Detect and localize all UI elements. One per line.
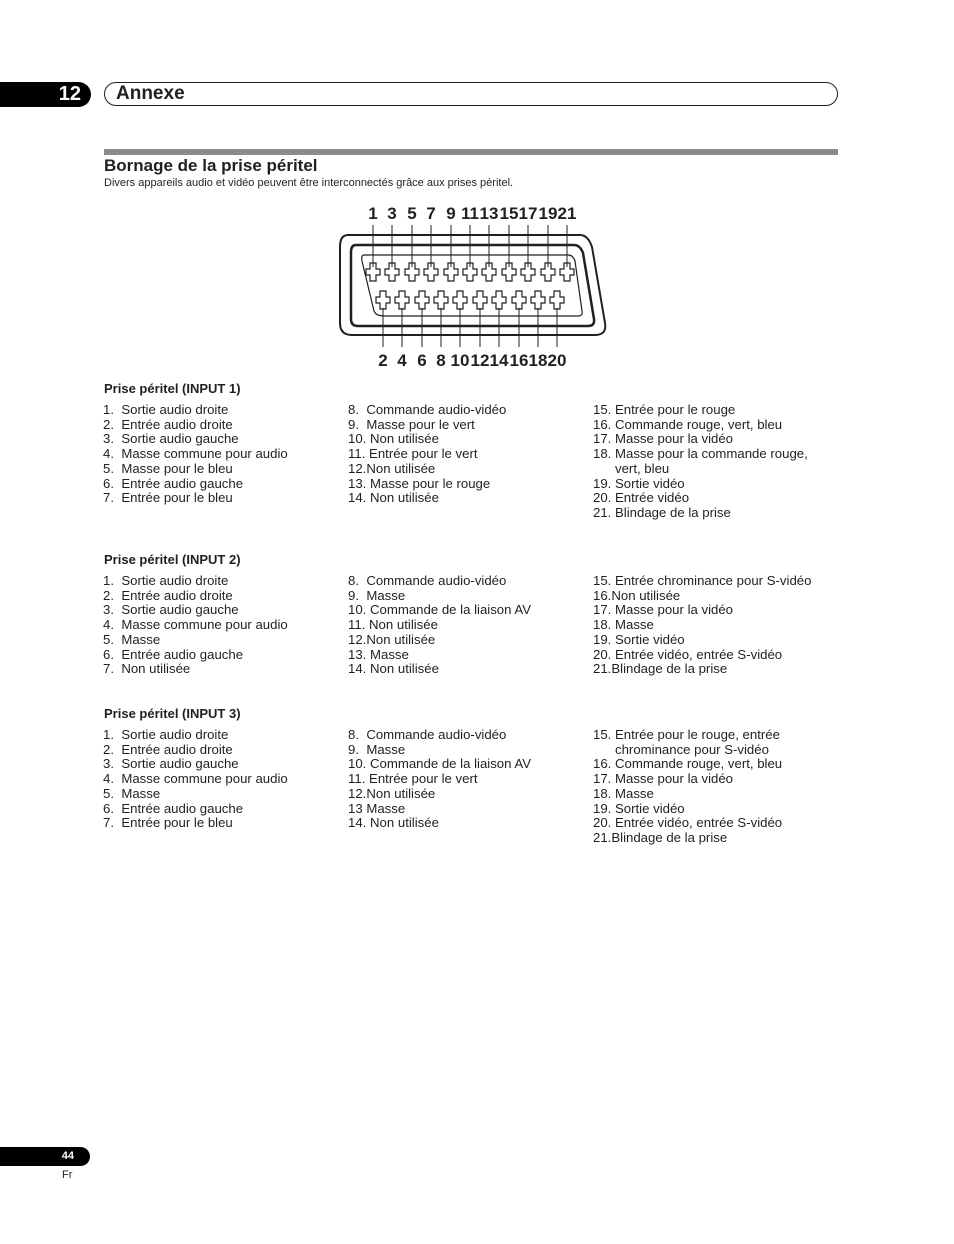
pin-description: Sortie audio gauche — [121, 602, 239, 618]
pin-description: Entrée chrominance pour S-vidéo — [615, 573, 812, 588]
bottom-pin-labels — [378, 351, 566, 370]
pin-description: Entrée pour le vert — [369, 446, 478, 462]
pin-list-item — [103, 772, 343, 787]
pin-number: 7. — [103, 815, 122, 831]
pin-list-item — [348, 477, 588, 492]
pin-number: 18. — [593, 785, 615, 801]
pin-list-item — [348, 728, 588, 743]
pin-list-item — [103, 574, 343, 589]
top-pin-label: 3 — [387, 204, 397, 223]
pin-number: 19. — [593, 631, 615, 647]
pin-list-item — [348, 802, 588, 817]
pin-description: Entrée vidéo, entrée S-vidéo — [615, 815, 783, 831]
pin-description: Non utilisée — [370, 431, 439, 447]
pin-list-item — [593, 802, 833, 817]
pin-list-item — [348, 589, 588, 604]
pin-list-item — [593, 589, 833, 604]
pin-number: 9. — [348, 416, 367, 432]
pin-number: 15. — [593, 402, 615, 417]
pin-number: 14. — [348, 815, 370, 831]
pin-number: 11. — [348, 446, 370, 462]
pin-description: Masse commune pour audio — [121, 446, 288, 462]
pin-description: Blindage de la prise — [611, 829, 728, 845]
pin-description: Entrée vidéo — [615, 490, 690, 506]
chapter-header-bar — [104, 82, 838, 106]
pin-number: 21. — [593, 661, 612, 677]
pin-list-item — [103, 633, 343, 648]
connector-pin — [492, 291, 506, 309]
pin-number: 14. — [348, 490, 370, 506]
top-pin-label: 5 — [407, 204, 417, 223]
pin-number: 21. — [593, 829, 612, 845]
pin-number: 12. — [348, 785, 367, 801]
chapter-title: Annexe — [116, 83, 185, 104]
pin-number: 16. — [593, 756, 615, 772]
pin-description: Sortie vidéo — [615, 631, 685, 647]
pin-description: Sortie audio droite — [121, 727, 229, 742]
pin-description: Sortie vidéo — [615, 475, 685, 491]
pin-list-item — [103, 618, 343, 633]
pin-description: Masse — [370, 646, 409, 662]
connector-pin — [453, 291, 467, 309]
pin-list-item — [593, 648, 833, 663]
pin-list-item — [593, 728, 833, 757]
section-intro: Divers appareils audio et vidéo peuvent être interconnectés grâce aux prises péritel. — [104, 177, 514, 189]
pin-number: 15. — [593, 573, 615, 588]
pin-list-item — [348, 772, 588, 787]
pin-description: Masse pour la vidéo — [615, 602, 734, 618]
connector-pin — [473, 291, 487, 309]
pin-description: Entrée vidéo, entrée S-vidéo — [615, 646, 783, 662]
pin-list-item — [593, 432, 833, 447]
top-pin-label: 21 — [557, 204, 577, 223]
pin-list-item — [348, 447, 588, 462]
pin-number: 10. — [348, 602, 370, 618]
pin-number: 7. — [103, 490, 122, 506]
bottom-pin-label: 4 — [397, 351, 407, 370]
pin-list-item — [593, 506, 833, 521]
pin-list-item — [348, 462, 588, 477]
group-title: Prise péritel (INPUT 2) — [104, 552, 241, 567]
pin-description: Commande rouge, vert, bleu — [615, 756, 783, 772]
pin-number: 1. — [103, 402, 122, 417]
pin-description: Non utilisée — [366, 460, 436, 476]
pin-list-item — [103, 491, 343, 506]
pin-description: Entrée pour le vert — [369, 771, 478, 787]
pin-description: Entrée pour le bleu — [121, 815, 233, 831]
page-number: 44 — [0, 1147, 90, 1166]
pin-list-item — [348, 603, 588, 618]
pin-list-item — [348, 757, 588, 772]
pin-list-column — [103, 403, 343, 506]
pin-description: Non utilisée — [611, 587, 681, 603]
pin-number: 17. — [593, 771, 615, 787]
pin-list-item — [593, 418, 833, 433]
bottom-pin-label: 20 — [547, 351, 567, 370]
pin-number: 5. — [103, 460, 122, 476]
pin-list-item — [348, 403, 588, 418]
pin-list-item — [593, 477, 833, 492]
pin-list-column — [593, 403, 833, 521]
pin-description: Sortie audio gauche — [121, 431, 239, 447]
pin-list-item — [348, 743, 588, 758]
bottom-pin-label: 6 — [417, 351, 427, 370]
pin-number: 17. — [593, 602, 615, 618]
pin-number: 6. — [103, 475, 122, 491]
pin-list-item — [593, 787, 833, 802]
pin-list-item — [103, 662, 343, 677]
pin-list-item — [103, 462, 343, 477]
pin-description: Masse — [121, 631, 161, 647]
pin-description: Non utilisée — [121, 661, 191, 677]
pin-list-item — [103, 447, 343, 462]
pin-list-item — [103, 648, 343, 663]
pin-number: 8. — [348, 402, 367, 417]
pin-number: 20. — [593, 646, 615, 662]
pin-description: Masse — [615, 785, 654, 801]
pin-number: 1. — [103, 727, 122, 742]
bottom-pin-label: 12 — [470, 351, 490, 370]
scart-connector-diagram — [330, 195, 620, 375]
pin-number: 3. — [103, 602, 122, 618]
pin-description: Masse — [366, 800, 406, 816]
pin-description: Entrée pour le rouge, entrée chrominance pour S-vidéo — [615, 727, 780, 757]
connector-pin — [415, 291, 429, 309]
pin-description: Masse pour la vidéo — [615, 771, 734, 787]
pin-number: 9. — [348, 587, 367, 603]
connector-inner-shell — [351, 245, 594, 326]
pin-number: 2. — [103, 587, 122, 603]
pin-list-item — [593, 491, 833, 506]
pin-description: Masse pour la commande rouge, vert, bleu — [615, 446, 808, 476]
pin-number: 3. — [103, 756, 122, 772]
group-title: Prise péritel (INPUT 3) — [104, 706, 241, 721]
pin-number: 4. — [103, 771, 122, 787]
pin-list-item — [593, 816, 833, 831]
pin-description: Sortie audio droite — [121, 402, 229, 417]
pin-description: Non utilisée — [370, 661, 439, 677]
pin-list-item — [103, 728, 343, 743]
pin-number: 5. — [103, 631, 122, 647]
pin-list-item — [593, 403, 833, 418]
pin-list-item — [593, 633, 833, 648]
pin-description: Non utilisée — [366, 785, 436, 801]
pin-description: Masse pour le rouge — [370, 475, 491, 491]
pin-number: 19. — [593, 800, 615, 816]
pin-number: 2. — [103, 416, 122, 432]
pin-number: 9. — [348, 741, 367, 757]
pin-number: 19. — [593, 475, 615, 491]
pin-number: 16. — [593, 587, 612, 603]
pin-number: 14. — [348, 661, 370, 677]
pin-description: Sortie audio gauche — [121, 756, 239, 772]
pin-list-item — [593, 618, 833, 633]
pin-list-column — [348, 574, 588, 677]
pin-description: Entrée audio droite — [121, 587, 233, 603]
top-pin-label: 15 — [499, 204, 519, 223]
pin-list-item — [103, 802, 343, 817]
pin-description: Blindage de la prise — [615, 504, 731, 520]
pin-number: 20. — [593, 815, 615, 831]
pin-description: Masse commune pour audio — [121, 617, 288, 633]
pin-number: 12. — [348, 460, 367, 476]
top-pin-label: 17 — [518, 204, 538, 223]
pin-description: Masse — [366, 741, 406, 757]
leader-lines — [373, 225, 567, 347]
pin-description: Commande audio-vidéo — [366, 727, 507, 742]
connector-pins — [366, 263, 574, 309]
top-pin-label: 19 — [538, 204, 558, 223]
top-pin-label: 7 — [426, 204, 436, 223]
connector-pin — [512, 291, 526, 309]
pin-description: Non utilisée — [370, 815, 439, 831]
pin-number: 2. — [103, 741, 122, 757]
pin-number: 18. — [593, 446, 615, 462]
pin-description: Entrée audio droite — [121, 741, 233, 757]
pin-description: Masse pour le vert — [366, 416, 475, 432]
pin-number: 13. — [348, 475, 370, 491]
pin-list-item — [593, 574, 833, 589]
connector-pin — [550, 291, 564, 309]
bottom-pin-label: 18 — [528, 351, 548, 370]
bottom-pin-label: 2 — [378, 351, 388, 370]
bottom-pin-label: 10 — [450, 351, 470, 370]
pin-list-item — [103, 743, 343, 758]
section-title: Bornage de la prise péritel — [104, 156, 318, 175]
pin-list-column — [348, 728, 588, 831]
pin-list-item — [103, 787, 343, 802]
pin-number: 12. — [348, 631, 367, 647]
pin-list-item — [348, 648, 588, 663]
pin-description: Blindage de la prise — [611, 661, 728, 677]
pin-list-item — [103, 603, 343, 618]
pin-number: 13. — [348, 646, 370, 662]
pin-list-column — [103, 728, 343, 831]
pin-list-item — [348, 491, 588, 506]
pin-list-item — [103, 589, 343, 604]
pin-list-item — [103, 403, 343, 418]
pin-number: 6. — [103, 646, 122, 662]
pin-number: 20. — [593, 490, 615, 506]
pin-description: Masse pour la vidéo — [615, 431, 734, 447]
pin-description: Entrée audio gauche — [121, 800, 244, 816]
pin-list-item — [348, 618, 588, 633]
pin-number: 10. — [348, 756, 370, 772]
pin-description: Commande rouge, vert, bleu — [615, 416, 783, 432]
pin-description: Entrée audio gauche — [121, 475, 244, 491]
pin-list-column — [348, 403, 588, 506]
pin-description: Non utilisée — [370, 490, 439, 506]
pin-number: 7. — [103, 661, 122, 677]
pin-number: 4. — [103, 617, 122, 633]
pin-number: 3. — [103, 431, 122, 447]
pin-description: Masse — [615, 617, 654, 633]
pin-list-item — [593, 447, 833, 476]
pin-number: 13 — [348, 800, 367, 816]
pin-description: Commande audio-vidéo — [366, 573, 507, 588]
pin-description: Entrée pour le bleu — [121, 490, 233, 506]
pin-list-item — [103, 432, 343, 447]
pin-description: Entrée pour le rouge — [615, 402, 736, 417]
bottom-pin-label: 16 — [509, 351, 529, 370]
top-pin-label: 11 — [461, 204, 479, 223]
pin-list-item — [348, 787, 588, 802]
bottom-pin-label: 14 — [489, 351, 509, 370]
pin-list-column — [103, 574, 343, 677]
top-pin-label: 9 — [446, 204, 456, 223]
pin-number: 6. — [103, 800, 122, 816]
pin-list-item — [103, 816, 343, 831]
pin-number: 11. — [348, 617, 370, 633]
pin-number: 10. — [348, 431, 370, 447]
pin-list-item — [593, 662, 833, 677]
pin-description: Commande de la liaison AV — [370, 756, 532, 772]
connector-outer-shell — [340, 235, 605, 335]
pin-description: Sortie audio droite — [121, 573, 229, 588]
pin-description: Sortie vidéo — [615, 800, 685, 816]
bottom-pin-label: 8 — [436, 351, 446, 370]
connector-pin — [531, 291, 545, 309]
pin-list-item — [103, 757, 343, 772]
pin-list-item — [103, 418, 343, 433]
pin-list-item — [348, 633, 588, 648]
pin-list-item — [348, 816, 588, 831]
pin-number: 17. — [593, 431, 615, 447]
pin-description: Masse pour le bleu — [121, 460, 233, 476]
pin-list-item — [593, 603, 833, 618]
pin-description: Non utilisée — [369, 617, 438, 633]
pin-number: 8. — [348, 573, 367, 588]
pin-number: 1. — [103, 573, 122, 588]
connector-pin — [434, 291, 448, 309]
pin-list-item — [348, 418, 588, 433]
top-pin-label: 1 — [368, 204, 378, 223]
pin-list-item — [593, 831, 833, 846]
pin-description: Commande audio-vidéo — [366, 402, 507, 417]
pin-list-item — [348, 662, 588, 677]
connector-pin — [376, 291, 390, 309]
pin-number: 11. — [348, 771, 370, 787]
chapter-number: 12 — [0, 82, 91, 107]
top-pin-labels — [368, 204, 576, 223]
pin-number: 18. — [593, 617, 615, 633]
pin-description: Masse — [121, 785, 161, 801]
pin-list-item — [593, 772, 833, 787]
pin-list-item — [593, 757, 833, 772]
pin-description: Non utilisée — [366, 631, 436, 647]
pin-list-column — [593, 574, 833, 677]
pin-number: 15. — [593, 727, 615, 742]
pin-list-column — [593, 728, 833, 846]
pin-description: Commande de la liaison AV — [370, 602, 532, 618]
pin-number: 16. — [593, 416, 615, 432]
pin-number: 8. — [348, 727, 367, 742]
group-title: Prise péritel (INPUT 1) — [104, 381, 241, 396]
top-pin-label: 13 — [479, 204, 499, 223]
pin-list-item — [103, 477, 343, 492]
pin-description: Entrée audio gauche — [121, 646, 244, 662]
pin-number: 4. — [103, 446, 122, 462]
pin-description: Masse — [366, 587, 406, 603]
page-language: Fr — [62, 1169, 73, 1181]
pin-list-item — [348, 574, 588, 589]
pin-number: 21. — [593, 504, 615, 520]
pin-list-item — [348, 432, 588, 447]
pin-number: 5. — [103, 785, 122, 801]
pin-description: Masse commune pour audio — [121, 771, 288, 787]
connector-pin — [395, 291, 409, 309]
pin-description: Entrée audio droite — [121, 416, 233, 432]
